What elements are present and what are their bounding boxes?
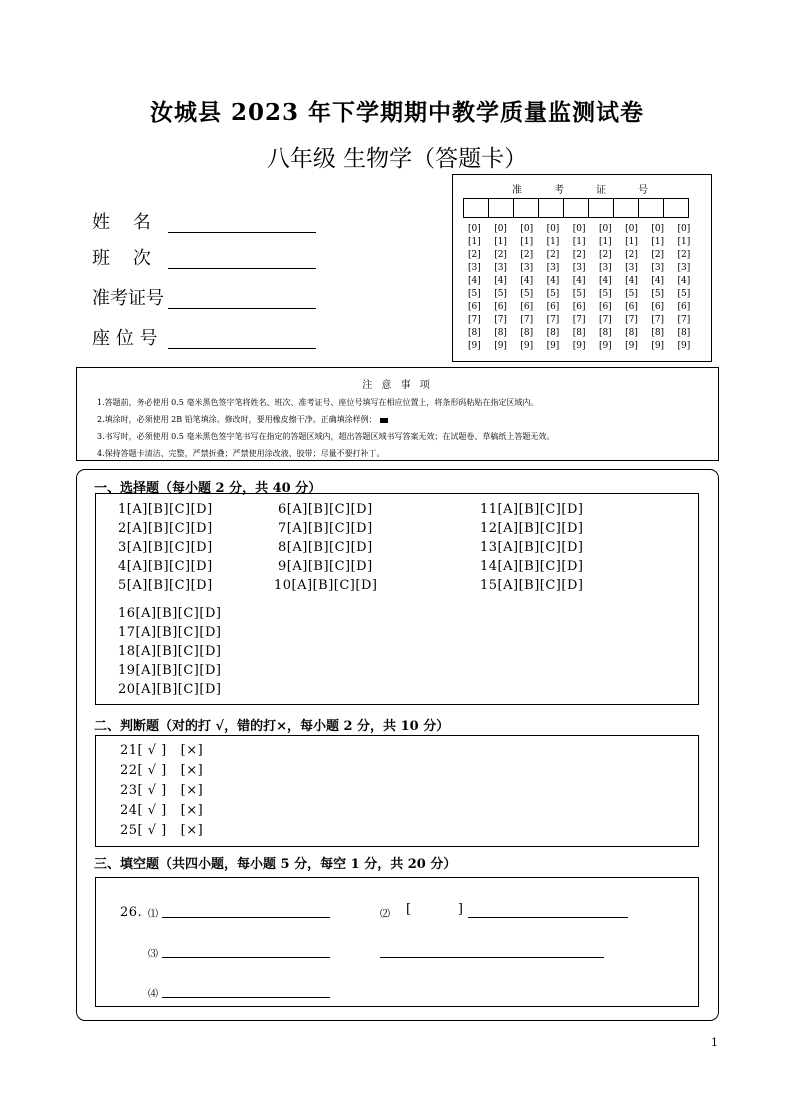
digit-bubble[interactable]: [7] [625, 315, 638, 325]
digit-row [468, 236, 704, 249]
judgement-question-22[interactable] [120, 763, 203, 778]
digit-bubble[interactable]: [0] [651, 224, 665, 234]
digit-box[interactable] [588, 198, 614, 218]
digit-bubble[interactable]: [4] [651, 276, 665, 286]
digit-row [468, 340, 704, 353]
question-number: 12 [480, 521, 498, 536]
name-label: 姓 名 [92, 212, 151, 233]
digit-bubble[interactable]: [4] [520, 276, 534, 286]
choice-question-3[interactable] [118, 540, 213, 555]
question-number: 15 [480, 578, 498, 593]
digit-box[interactable] [613, 198, 639, 218]
digit-bubble[interactable]: [6] [651, 302, 665, 312]
digit-bubble[interactable]: [8] [572, 328, 586, 338]
digit-bubble[interactable]: [7] [520, 315, 534, 325]
q26-blank-3b[interactable] [380, 957, 604, 958]
question-number: 18 [118, 644, 136, 659]
answer-options[interactable]: [A][B][C][D] [135, 682, 222, 697]
answer-options[interactable]: [A][B][C][D] [497, 502, 584, 517]
q26-label-1: ⑴ [148, 909, 159, 920]
digit-box[interactable] [638, 198, 664, 218]
answer-options[interactable]: [A][B][C][D] [291, 578, 378, 593]
notice-line-3: 3.书写时，必须使用 0.5 毫米黑色签字笔书写在指定的答题区域内，超出答题区域书写答案无效；在试题卷、草稿纸上答题无效。 [97, 432, 555, 441]
notice-line-4: 4.保持答题卡清洁、完整，严禁折叠；严禁使用涂改液、胶带；尽量不要打补丁。 [97, 449, 385, 458]
question-number: 24 [120, 803, 138, 818]
digit-bubble[interactable]: [0] [598, 224, 612, 234]
choice-question-5[interactable] [118, 578, 213, 593]
name-field[interactable] [92, 208, 168, 234]
digit-box[interactable] [563, 198, 589, 218]
answer-options[interactable]: [A][B][C][D] [126, 578, 213, 593]
digit-bubble[interactable]: [8] [651, 328, 665, 338]
digit-bubble[interactable]: [2] [651, 250, 665, 260]
digit-bubble[interactable]: [9] [598, 341, 612, 351]
digit-bubble[interactable]: [4] [677, 276, 691, 286]
judgement-question-24[interactable] [120, 803, 203, 818]
digit-row [468, 327, 704, 340]
choice-question-15[interactable] [480, 578, 583, 593]
digit-bubble[interactable]: [0] [520, 224, 534, 234]
digit-bubble[interactable]: [3] [651, 263, 665, 273]
choice-question-18[interactable] [118, 644, 221, 659]
digit-row [468, 249, 704, 262]
choice-question-19[interactable] [118, 663, 221, 678]
admission-digit-boxes[interactable] [464, 198, 689, 218]
section3-title: 三、填空题（共四小题，每小题 5 分，每空 1 分，共 20 分） [94, 857, 457, 872]
digit-bubble[interactable]: [0] [572, 224, 586, 234]
digit-bubble[interactable]: [7] [494, 315, 507, 325]
judgement-options[interactable]: [ √ ] [×] [137, 783, 204, 798]
question-number: 2 [118, 521, 127, 536]
answer-options[interactable]: [A][B][C][D] [497, 578, 584, 593]
class-line [168, 268, 316, 269]
digit-bubble[interactable]: [5] [572, 289, 586, 299]
digit-row [468, 275, 704, 288]
digit-bubble[interactable]: [9] [677, 341, 691, 351]
digit-bubble[interactable]: [1] [625, 237, 638, 247]
section2-title: 二、判断题（对的打 √，错的打×，每小题 2 分，共 10 分） [94, 719, 450, 734]
exam-number-label: 准考证号 [92, 288, 164, 309]
answer-options[interactable]: [A][B][C][D] [135, 663, 222, 678]
answer-options[interactable]: [A][B][C][D] [497, 540, 584, 555]
digit-bubble[interactable]: [2] [494, 250, 507, 260]
digit-bubble[interactable]: [2] [625, 250, 638, 260]
exam-number-line [168, 308, 316, 309]
question-number: 22 [120, 763, 138, 778]
digit-bubble[interactable]: [7] [598, 315, 612, 325]
digit-bubble[interactable]: [8] [625, 328, 638, 338]
notice-box [76, 367, 719, 461]
answer-options[interactable]: [A][B][C][D] [135, 606, 222, 621]
seat-number-label: 座 位 号 [92, 328, 158, 349]
question-number: 14 [480, 559, 498, 574]
digit-bubble[interactable]: [6] [625, 302, 638, 312]
q26-blank-3[interactable] [162, 957, 330, 958]
digit-row [468, 223, 704, 236]
choice-question-20[interactable] [118, 682, 221, 697]
digit-bubble[interactable]: [0] [546, 224, 560, 234]
question-number: 13 [480, 540, 498, 555]
digit-bubble[interactable]: [6] [520, 302, 534, 312]
digit-bubble[interactable]: [4] [468, 276, 481, 286]
digit-bubble[interactable]: [2] [546, 250, 560, 260]
digit-bubble[interactable]: [4] [494, 276, 507, 286]
digit-bubble[interactable]: [4] [546, 276, 560, 286]
question-number: 1 [118, 502, 127, 517]
digit-bubble[interactable]: [6] [677, 302, 691, 312]
question-number: 8 [278, 540, 287, 555]
digit-bubble[interactable]: [9] [546, 341, 560, 351]
judgement-options[interactable]: [ √ ] [×] [137, 763, 204, 778]
digit-bubble[interactable]: [6] [572, 302, 586, 312]
choice-question-16[interactable] [118, 606, 221, 621]
digit-bubble[interactable]: [7] [468, 315, 481, 325]
page-number: 1 [711, 1036, 718, 1049]
judgement-question-23[interactable] [120, 783, 203, 798]
digit-row [468, 288, 704, 301]
choice-question-10[interactable] [274, 578, 377, 593]
choice-question-13[interactable] [480, 540, 583, 555]
q26-blank-1[interactable] [162, 917, 330, 918]
judgement-options[interactable]: [ √ ] [×] [137, 803, 204, 818]
choice-question-12[interactable] [480, 521, 583, 536]
question-number: 21 [120, 743, 138, 758]
choice-question-14[interactable] [480, 559, 583, 574]
q26-blank-2[interactable] [468, 917, 628, 918]
digit-bubble[interactable]: [1] [677, 237, 691, 247]
section1-box [95, 493, 699, 705]
answer-options[interactable]: [A][B][C][D] [286, 540, 373, 555]
digit-bubble[interactable]: [9] [468, 341, 481, 351]
answer-options[interactable]: [A][B][C][D] [497, 521, 584, 536]
answer-options[interactable]: [A][B][C][D] [286, 502, 373, 517]
digit-bubble[interactable]: [5] [625, 289, 638, 299]
digit-bubble[interactable]: [5] [677, 289, 691, 299]
choice-question-1[interactable] [118, 502, 213, 517]
digit-bubble[interactable]: [6] [494, 302, 507, 312]
digit-bubble[interactable]: [6] [598, 302, 612, 312]
digit-bubble[interactable]: [8] [677, 328, 691, 338]
digit-bubble[interactable]: [1] [651, 237, 665, 247]
exam-number-field[interactable] [92, 284, 168, 310]
digit-bubble[interactable]: [8] [494, 328, 507, 338]
digit-bubble[interactable]: [0] [625, 224, 638, 234]
q26-blank-4[interactable] [162, 997, 330, 998]
notice-line-2: 2.填涂时，必须使用 2B 铅笔填涂。修改时，要用橡皮擦干净。正确填涂样例： [97, 414, 388, 425]
digit-bubble[interactable]: [2] [598, 250, 612, 260]
judgement-options[interactable]: [ √ ] [×] [137, 743, 204, 758]
name-line [168, 232, 316, 233]
digit-box[interactable] [663, 198, 689, 218]
digit-box[interactable] [488, 198, 514, 218]
digit-bubble[interactable]: [1] [520, 237, 534, 247]
q26-number: 26. [120, 905, 143, 920]
digit-bubble[interactable]: [1] [494, 237, 507, 247]
exam-title: 汝城县 2023 年下学期期中教学质量监测试卷 [149, 99, 645, 126]
answer-options[interactable]: [A][B][C][D] [286, 559, 373, 574]
digit-bubble[interactable]: [3] [572, 263, 586, 273]
digit-bubble[interactable]: [9] [520, 341, 534, 351]
digit-bubble[interactable]: [2] [520, 250, 534, 260]
section3-box [95, 877, 699, 1007]
admission-bubble-grid[interactable] [468, 223, 704, 353]
digit-box[interactable] [538, 198, 564, 218]
question-number: 9 [278, 559, 287, 574]
section1-title: 一、选择题（每小题 2 分，共 40 分） [94, 481, 322, 496]
question-number: 25 [120, 823, 138, 838]
digit-bubble[interactable]: [7] [572, 315, 586, 325]
digit-bubble[interactable]: [6] [546, 302, 560, 312]
choice-question-6[interactable] [278, 502, 373, 517]
answer-options[interactable]: [A][B][C][D] [126, 559, 213, 574]
digit-bubble[interactable]: [3] [625, 263, 638, 273]
question-number: 23 [120, 783, 138, 798]
digit-bubble[interactable]: [5] [546, 289, 560, 299]
digit-bubble[interactable]: [3] [520, 263, 534, 273]
digit-bubble[interactable]: [9] [494, 341, 507, 351]
digit-bubble[interactable]: [9] [625, 341, 638, 351]
digit-bubble[interactable]: [5] [598, 289, 612, 299]
digit-bubble[interactable]: [1] [572, 237, 586, 247]
choice-question-17[interactable] [118, 625, 221, 640]
judgement-options[interactable]: [ √ ] [×] [137, 823, 204, 838]
digit-bubble[interactable]: [7] [651, 315, 665, 325]
digit-bubble[interactable]: [0] [468, 224, 481, 234]
judgement-question-25[interactable] [120, 823, 203, 838]
section2-box [95, 735, 699, 847]
digit-bubble[interactable]: [7] [546, 315, 560, 325]
digit-bubble[interactable]: [7] [677, 315, 691, 325]
question-number: 4 [118, 559, 127, 574]
choice-question-4[interactable] [118, 559, 213, 574]
seat-number-field[interactable] [92, 324, 168, 350]
digit-box[interactable] [463, 198, 489, 218]
choice-question-11[interactable] [480, 502, 583, 517]
digit-bubble[interactable]: [0] [494, 224, 507, 234]
digit-bubble[interactable]: [0] [677, 224, 691, 234]
digit-bubble[interactable]: [9] [651, 341, 665, 351]
digit-bubble[interactable]: [5] [520, 289, 534, 299]
digit-bubble[interactable]: [8] [598, 328, 612, 338]
answer-options[interactable]: [A][B][C][D] [135, 644, 222, 659]
digit-bubble[interactable]: [2] [468, 250, 481, 260]
digit-bubble[interactable]: [5] [494, 289, 507, 299]
digit-bubble[interactable]: [5] [651, 289, 665, 299]
q26-label-2: ⑵ [380, 909, 391, 920]
digit-bubble[interactable]: [9] [572, 341, 586, 351]
digit-row [468, 262, 704, 275]
digit-bubble[interactable]: [1] [598, 237, 612, 247]
choice-question-2[interactable] [118, 521, 213, 536]
digit-bubble[interactable]: [4] [598, 276, 612, 286]
question-number: 20 [118, 682, 136, 697]
answer-options[interactable]: [A][B][C][D] [497, 559, 584, 574]
choice-question-8[interactable] [278, 540, 373, 555]
admission-title: 准 考 证 号 [512, 185, 652, 196]
digit-bubble[interactable]: [3] [598, 263, 612, 273]
class-label: 班 次 [92, 248, 151, 269]
digit-bubble[interactable]: [1] [546, 237, 560, 247]
q26-label-3: ⑶ [148, 949, 159, 960]
class-field[interactable] [92, 244, 168, 270]
seat-number-line [168, 348, 316, 349]
answer-options[interactable]: [A][B][C][D] [286, 521, 373, 536]
question-number: 17 [118, 625, 136, 640]
choice-question-9[interactable] [278, 559, 373, 574]
answer-options[interactable]: [A][B][C][D] [135, 625, 222, 640]
digit-box[interactable] [513, 198, 539, 218]
digit-bubble[interactable]: [8] [520, 328, 534, 338]
answer-options[interactable]: [A][B][C][D] [126, 540, 213, 555]
digit-bubble[interactable]: [4] [572, 276, 586, 286]
question-number: 3 [118, 540, 127, 555]
digit-bubble[interactable]: [3] [494, 263, 507, 273]
digit-bubble[interactable]: [1] [468, 237, 481, 247]
notice-title: 注 意 事 项 [362, 380, 433, 391]
judgement-question-21[interactable] [120, 743, 203, 758]
q26-label-4: ⑷ [148, 989, 159, 1000]
digit-bubble[interactable]: [6] [468, 302, 481, 312]
question-number: 7 [278, 521, 287, 536]
admission-number-panel [452, 174, 712, 362]
exam-subtitle: 八年级 生物学（答题卡） [266, 146, 528, 172]
digit-bubble[interactable]: [4] [625, 276, 638, 286]
question-number: 5 [118, 578, 127, 593]
question-number: 19 [118, 663, 136, 678]
question-number: 10 [274, 578, 292, 593]
digit-bubble[interactable]: [2] [677, 250, 691, 260]
digit-bubble[interactable]: [3] [546, 263, 560, 273]
question-number: 11 [480, 502, 498, 517]
digit-row [468, 314, 704, 327]
q26-bracket[interactable]: [ ] [406, 902, 464, 917]
question-number: 16 [118, 606, 136, 621]
digit-bubble[interactable]: [3] [468, 263, 481, 273]
digit-bubble[interactable]: [8] [468, 328, 481, 338]
digit-bubble[interactable]: [8] [546, 328, 560, 338]
question-number: 6 [278, 502, 287, 517]
digit-bubble[interactable]: [5] [468, 289, 481, 299]
choice-question-7[interactable] [278, 521, 373, 536]
digit-bubble[interactable]: [3] [677, 263, 691, 273]
fill-sample-mark [380, 418, 388, 423]
notice-line-1: 1.答题前，务必使用 0.5 毫米黑色签字笔将姓名、班次、准考证号、座位号填写在相应位置上，将条形码粘贴在指定区域内。 [97, 398, 539, 407]
answer-options[interactable]: [A][B][C][D] [126, 502, 213, 517]
digit-row [468, 301, 704, 314]
answer-options[interactable]: [A][B][C][D] [126, 521, 213, 536]
digit-bubble[interactable]: [2] [572, 250, 586, 260]
